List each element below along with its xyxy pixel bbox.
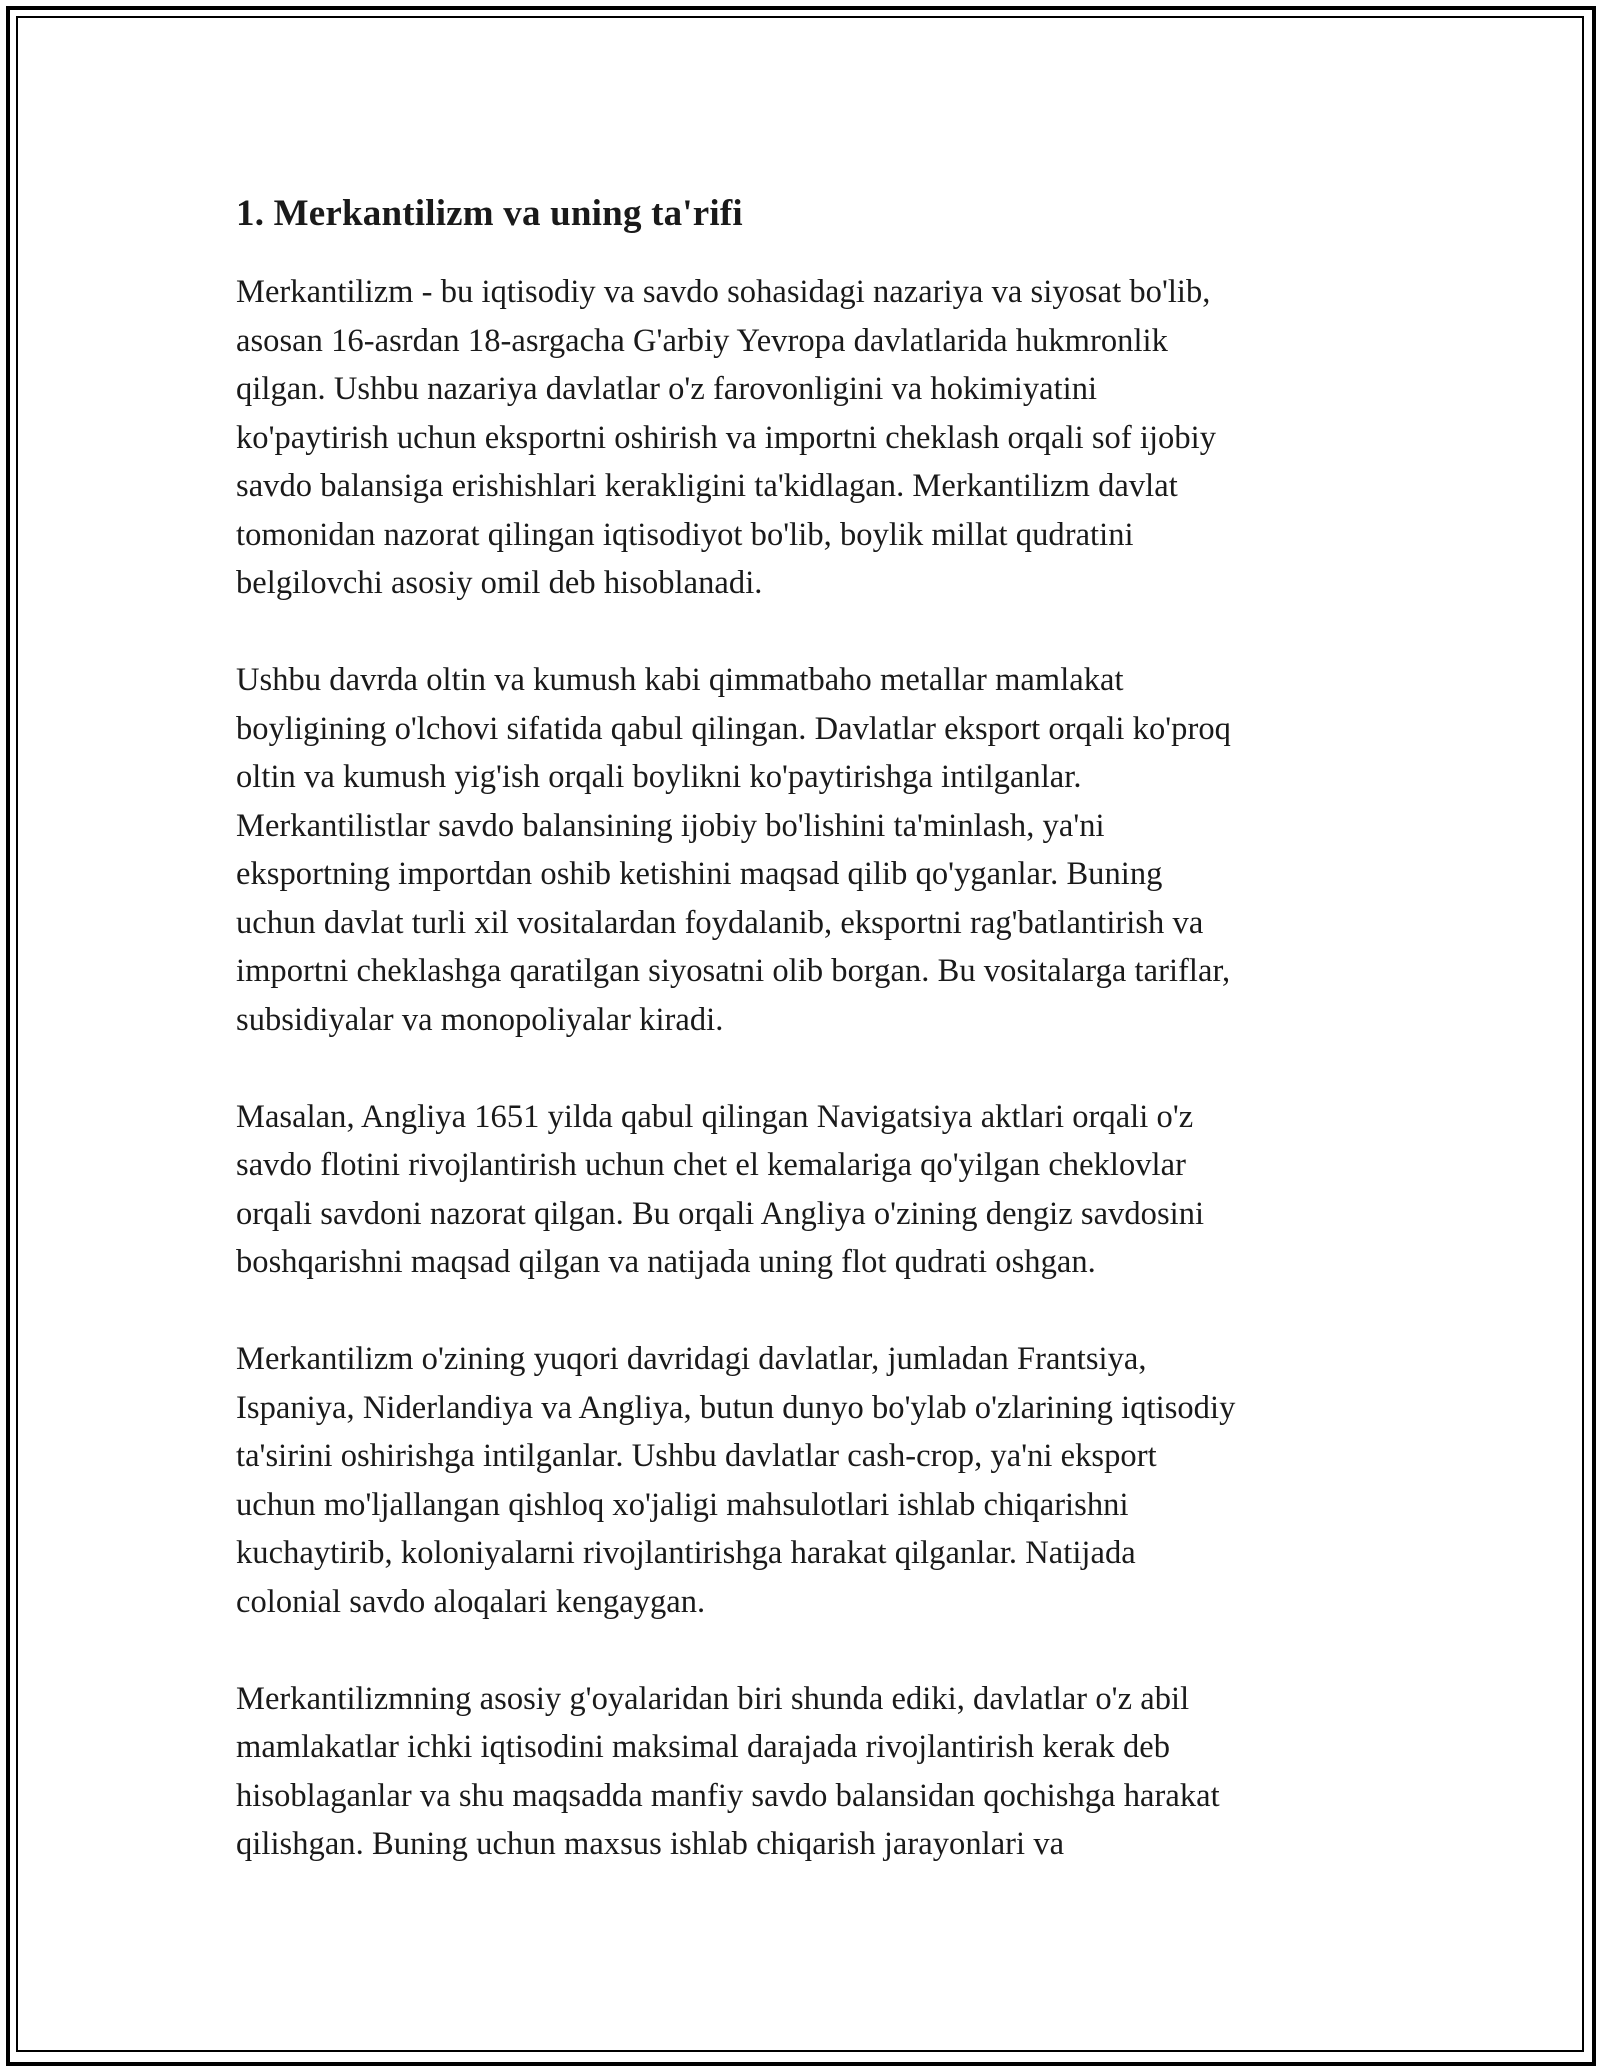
text-line: savdo balansiga erishishlari kerakligini ta'kidlagan. Merkantilizm davlat	[236, 468, 1178, 504]
text-line: belgilovchi asosiy omil deb hisoblanadi.	[236, 565, 763, 601]
text-line: colonial savdo aloqalari kengaygan.	[236, 1583, 706, 1620]
text-line: ko'paytirish uchun eksportni oshirish va importni cheklash orqali sof ijobiy	[236, 419, 1217, 456]
paragraph-5	[236, 1675, 1386, 1869]
text-line: qilishgan. Buning uchun maxsus ishlab chiqarish jarayonlari va	[236, 1826, 1065, 1862]
text-line: ta'sirini oshirishga intilganlar. Ushbu davlatlar cash-crop, ya'ni eksport	[236, 1438, 1157, 1474]
text-line: oltin va kumush yig'ish orqali boylikni ko'paytirishga intilganlar.	[236, 759, 1082, 795]
text-line: hisoblaganlar va shu maqsadda manfiy savdo balansidan qochishga harakat	[236, 1777, 1220, 1814]
text-line: boshqarishni maqsad qilgan va natijada uning flot qudrati oshgan.	[236, 1244, 1096, 1280]
text-line: Merkantilizm - bu iqtisodiy va savdo sohasidagi nazariya va siyosat bo'lib,	[236, 274, 1211, 310]
text-line: importni cheklashga qaratilgan siyosatni olib borgan. Bu vositalarga tariflar,	[236, 953, 1231, 989]
text-line: savdo flotini rivojlantirish uchun chet el kemalariga qo'yilgan cheklovlar	[236, 1147, 1186, 1183]
text-line: tomonidan nazorat qilingan iqtisodiyot bo'lib, boylik millat qudratini	[236, 516, 1134, 553]
text-line: Merkantilizm o'zining yuqori davridagi davlatlar, jumladan Frantsiya,	[236, 1341, 1147, 1377]
text-line: mamlakatlar ichki iqtisodini maksimal darajada rivojlantirish kerak deb	[236, 1729, 1171, 1765]
text-line: uchun davlat turli xil vositalardan foydalanib, eksportni rag'batlantirish va	[236, 904, 1204, 941]
text-line: eksportning importdan oshib ketishini maqsad qilib qo'yganlar. Buning	[236, 856, 1163, 892]
text-line: Ushbu davrda oltin va kumush kabi qimmatbaho metallar mamlakat	[236, 662, 1124, 698]
paragraph-4	[236, 1335, 1386, 1626]
text-line: Merkantilizmning asosiy g'oyalaridan biri shunda ediki, davlatlar o'z abil	[236, 1680, 1190, 1717]
text-line: uchun mo'ljallangan qishloq xo'jaligi mahsulotlari ishlab chiqarishni	[236, 1486, 1129, 1523]
paragraph-1	[236, 268, 1386, 608]
text-line: qilgan. Ushbu nazariya davlatlar o'z farovonligini va hokimiyatini	[236, 371, 1098, 407]
text-line: boyligining o'lchovi sifatida qabul qilingan. Davlatlar eksport orqali ko'proq	[236, 710, 1231, 747]
section-title: 1. Merkantilizm va uning ta'rifi	[236, 193, 743, 234]
text-line: kuchaytirib, koloniyalarni rivojlantirishga harakat qilganlar. Natijada	[236, 1535, 1136, 1571]
text-line: asosan 16-asrdan 18-asrgacha G'arbiy Yevropa davlatlarida hukmronlik	[236, 322, 1168, 359]
text-line: Masalan, Angliya 1651 yilda qabul qilingan Navigatsiya aktlari orqali o'z	[236, 1098, 1194, 1135]
paragraph-3	[236, 1093, 1386, 1287]
text-line: subsidiyalar va monopoliyalar kiradi.	[236, 1001, 724, 1038]
text-line: Merkantilistlar savdo balansining ijobiy bo'lishini ta'minlash, ya'ni	[236, 807, 1105, 844]
document-body	[236, 186, 1386, 1917]
text-line: orqali savdoni nazorat qilgan. Bu orqali Angliya o'zining dengiz savdosini	[236, 1195, 1205, 1232]
text-line: Ispaniya, Niderlandiya va Angliya, butun dunyo bo'ylab o'zlarining iqtisodiy	[236, 1389, 1236, 1426]
paragraph-2	[236, 656, 1386, 1044]
